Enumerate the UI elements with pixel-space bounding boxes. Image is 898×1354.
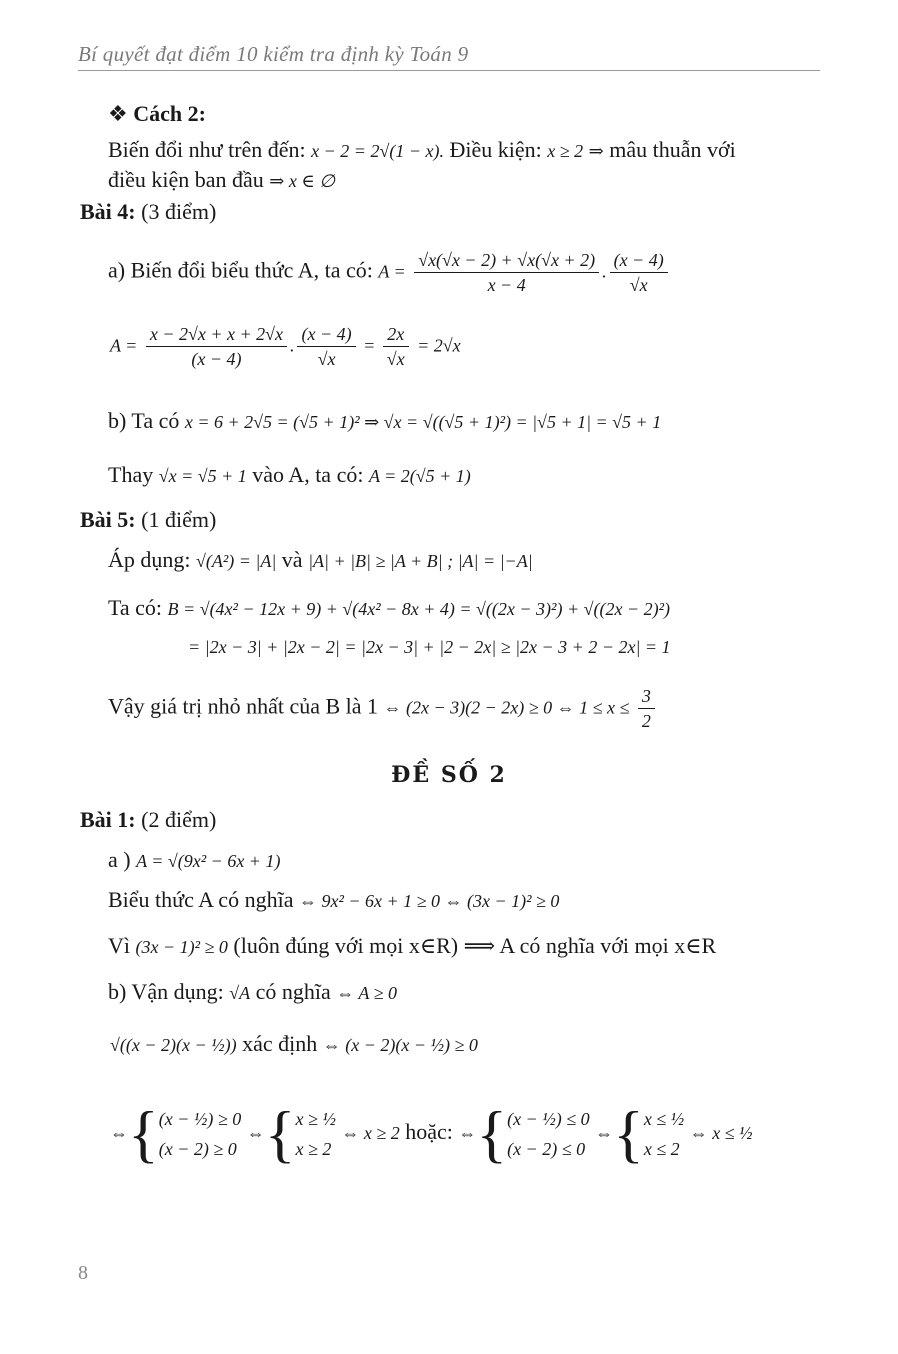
equation: A = √(9x² − 6x + 1): [136, 851, 281, 871]
text: Biến đổi như trên đến:: [108, 137, 306, 162]
cach2-line2: [108, 166, 335, 195]
system-1: (x − ½) ≥ 0 (x − 2) ≥ 0: [158, 1108, 242, 1159]
bai4-heading: Bài 4:: [80, 199, 136, 224]
fraction: $\frac{x - 2√x + x + 2√x}{(x - 4)}$: [146, 322, 287, 371]
text: (luôn đúng với mọi x∈R) ⟹ A có nghĩa với mọi x∈R: [233, 933, 717, 958]
page-number: 8: [78, 1262, 88, 1284]
text: hoặc:: [405, 1119, 453, 1144]
bai1-xd-row: [110, 1030, 478, 1059]
bai4-points: (3 điểm): [141, 199, 217, 224]
equation: |A| + |B| ≥ |A + B| ; |A| = |−A|: [308, 551, 533, 571]
bai5-line2-row: [188, 632, 671, 661]
equation: ⇔ x ≤ ½: [689, 1123, 753, 1143]
bai5-heading-row: [80, 506, 216, 534]
text: xác định: [242, 1031, 318, 1056]
text: và: [281, 547, 303, 572]
bai5-apdung-row: [108, 546, 533, 575]
text: Ta có:: [108, 595, 163, 620]
text: có nghĩa: [255, 979, 331, 1004]
text: Áp dụng:: [108, 547, 191, 572]
iff-symbol: ⇔: [595, 1123, 614, 1143]
left-brace-icon: {: [128, 1097, 159, 1169]
equation: x ≥ 2: [547, 141, 584, 161]
fraction: $\frac{√x(√x - 2) + √x(√x + 2)}{x - 4}$: [414, 248, 599, 297]
header-rule: [78, 70, 820, 71]
system-4: x ≤ ½ x ≤ 2: [643, 1108, 685, 1159]
equation: ⇔ (x − 2)(x − ½) ≥ 0: [322, 1035, 478, 1055]
equation: x = 6 + 2√5 = (√5 + 1)² ⇒ √x = √((√5 + 1)²) = |√5 + 1| = √5 + 1: [184, 412, 662, 432]
text: điều kiện ban đầu: [108, 167, 264, 192]
bai1-points: (2 điểm): [141, 807, 217, 832]
equation: ⇔ (2x − 3)(2 − 2x) ≥ 0 ⇔ 1 ≤ x ≤: [383, 697, 630, 718]
text: mâu thuẫn với: [609, 137, 736, 162]
equation: = 2√x: [417, 335, 461, 356]
bai1-bieuthuc-row: [108, 886, 559, 915]
bai4-a-row: a) Biến đổi biểu thức A, ta có: A = $\frac{√x(√x - 2) + √x(√x + 2)}{x - 4}$ . $\frac{(x - 4)}{√x}$: [108, 248, 671, 297]
iff-symbol: ⇔: [458, 1123, 477, 1143]
bai5-heading: Bài 5:: [80, 507, 136, 532]
bai1-heading: Bài 1:: [80, 807, 136, 832]
system-3: (x − ½) ≤ 0 (x − 2) ≤ 0: [507, 1108, 590, 1159]
system-2: x ≥ ½ x ≥ 2: [295, 1108, 336, 1159]
text: a ): [108, 847, 131, 872]
bai1-a-row: [108, 846, 280, 875]
bai4-heading-row: [80, 198, 216, 226]
text: Vậy giá trị nhỏ nhất của B là 1: [108, 693, 379, 719]
bai4-a2-row: A = $\frac{x - 2√x + x + 2√x}{(x - 4)}$ . $\frac{(x - 4)}{√x}$ = $\frac{2x}{√x}$ = 2√x: [110, 324, 461, 369]
equation: x − 2 = 2√(1 − x).: [311, 141, 444, 161]
bai1-b-row: [108, 978, 397, 1007]
left-brace-icon: {: [264, 1097, 296, 1169]
text: b) Ta có: [108, 408, 180, 433]
bai4-thay-row: [108, 461, 471, 490]
equation: (3x − 1)² ≥ 0: [135, 937, 228, 957]
equation: ⇔ A ≥ 0: [336, 983, 397, 1003]
cach2-line1: [108, 136, 736, 165]
fraction: $\frac{2x}{√x}$: [383, 322, 409, 371]
text: b) Vận dụng:: [108, 979, 224, 1004]
equation: √((x − 2)(x − ½)): [110, 1035, 237, 1055]
bai1-heading-row: [80, 806, 216, 834]
equation: A = 2(√5 + 1): [368, 466, 471, 486]
iff-symbol: ⇔: [246, 1123, 265, 1143]
text: a) Biến đổi biểu thức A, ta có:: [108, 257, 373, 283]
bai4-b-row: [108, 407, 661, 436]
text: vào A, ta có:: [252, 462, 364, 487]
cach2-heading-row: [108, 100, 206, 128]
equation: ⇔ 9x² − 6x + 1 ≥ 0 ⇔ (3x − 1)² ≥ 0: [298, 891, 560, 911]
left-brace-icon: {: [476, 1097, 508, 1169]
bai5-vay-row: [108, 684, 658, 733]
equation: √A: [229, 983, 251, 1003]
fraction: $\frac{(x - 4)}{√x}$: [297, 322, 355, 371]
bai1-system-row: [110, 1097, 753, 1169]
bai5-points: (1 điểm): [141, 507, 217, 532]
iff-symbol: ⇔: [110, 1123, 128, 1143]
equation: √(A²) = |A|: [196, 551, 277, 571]
equation: ⇒ x ∈ ∅: [269, 171, 335, 191]
equation: = |2x − 3| + |2x − 2| = |2x − 3| + |2 − 2x| ≥ |2x − 3 + 2 − 2x| = 1: [188, 637, 671, 657]
running-header: Bí quyết đạt điểm 10 kiểm tra định kỳ Toán 9: [78, 42, 469, 66]
left-brace-icon: {: [613, 1097, 644, 1169]
cach2-heading: Cách 2:: [133, 101, 206, 126]
fraction: $\frac{3}{2}$: [638, 684, 655, 733]
text: Vì: [108, 933, 130, 958]
equation: √x = √5 + 1: [158, 466, 247, 486]
fraction: $\frac{(x - 4)}{√x}$: [610, 248, 668, 297]
text: Biểu thức A có nghĩa: [108, 887, 294, 912]
implies-symbol: ⇒: [588, 141, 604, 161]
text: Điều kiện:: [449, 137, 542, 162]
equation: A =: [110, 335, 138, 356]
equation: ⇔ x ≥ 2: [341, 1123, 400, 1143]
section-title: ĐỀ SỐ 2: [391, 762, 507, 788]
bai5-taco-row: [108, 594, 670, 623]
text: Thay: [108, 462, 154, 487]
diamond-bullet-icon: ❖: [108, 101, 128, 126]
bai1-vi-row: [108, 932, 716, 961]
equation: A =: [378, 261, 406, 282]
equation: B = √(4x² − 12x + 9) + √(4x² − 8x + 4) = √((2x − 3)²) + √((2x − 2)²): [167, 599, 670, 619]
